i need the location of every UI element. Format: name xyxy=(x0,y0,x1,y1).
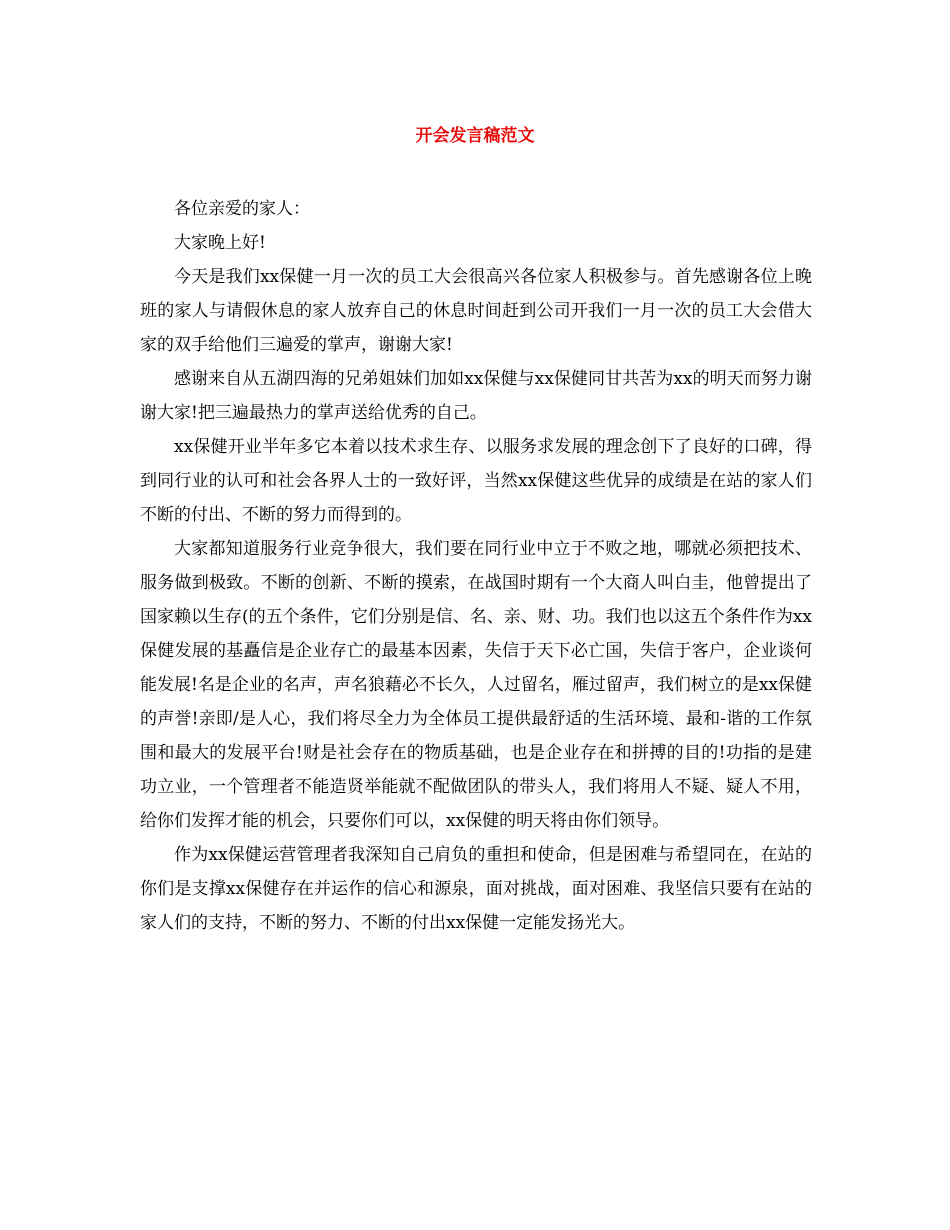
salutation: 各位亲爱的家人： xyxy=(174,199,310,219)
body-paragraph: 今天是我们xx保健一月一次的员工大会很高兴各位家人积极参与。首先感谢各位上晚班的家人与请假休息的家人放弃自己的休息时间赶到公司开我们一月一次的员工大会借大家的双手给他们三遍爱的掌声，谢谢大家! xyxy=(140,267,812,355)
document-body xyxy=(140,192,812,940)
body-paragraph: 感谢来自从五湖四海的兄弟姐妹们加如xx保健与xx保健同甘共苦为xx的明天而努力谢谢大家!把三遍最热力的掌声送给优秀的自己。 xyxy=(140,369,812,423)
greeting: 大家晚上好! xyxy=(174,233,266,253)
document-title: 开会发言稿范文 xyxy=(415,126,535,146)
body-paragraph: xx保健开业半年多它本着以技术求生存、以服务求发展的理念创下了良好的口碑，得到同行业的认可和社会各界人士的一致好评，当然xx保健这些优异的成绩是在站的家人们不断的付出、不断的努力而得到的。 xyxy=(140,437,812,525)
body-paragraph: 作为xx保健运营管理者我深知自己肩负的重担和使命，但是困难与希望同在，在站的你们是支撑xx保健存在并运作的信心和源泉，面对挑战，面对困难、我坚信只要有在站的家人们的支持，不断的努力、不断的付出xx保健一定能发扬光大。 xyxy=(140,845,812,933)
body-paragraph: 大家都知道服务行业竞争很大，我们要在同行业中立于不败之地，哪就必须把技术、服务做到极致。不断的创新、不断的摸索，在战国时期有一个大商人叫白圭，他曾提出了国家赖以生存(的五个条件，它们分别是信、名、亲、财、功。我们也以这五个条件作为xx保健发展的基矗信是企业存亡的最基本因素，失信于天下必亡国，失信于客户，企业谈何能发展!名是企业的名声，声名狼藉必不长久，人过留名，雁过留声，我们树立的是xx保健的声誉!亲即/是人心，我们将尽全力为全体员工提供最舒适的生活环境、最和-谐的工作氛围和最大的发展平台!财是社会存在的物质基础，也是企业存在和拼搏的目的!功指的是建功立业，一个管理者不能造贤举能就不配做团队的带头人，我们将用人不疑、疑人不用，给你们发挥才能的机会，只要你们可以，xx保健的明天将由你们领导。 xyxy=(140,539,813,831)
